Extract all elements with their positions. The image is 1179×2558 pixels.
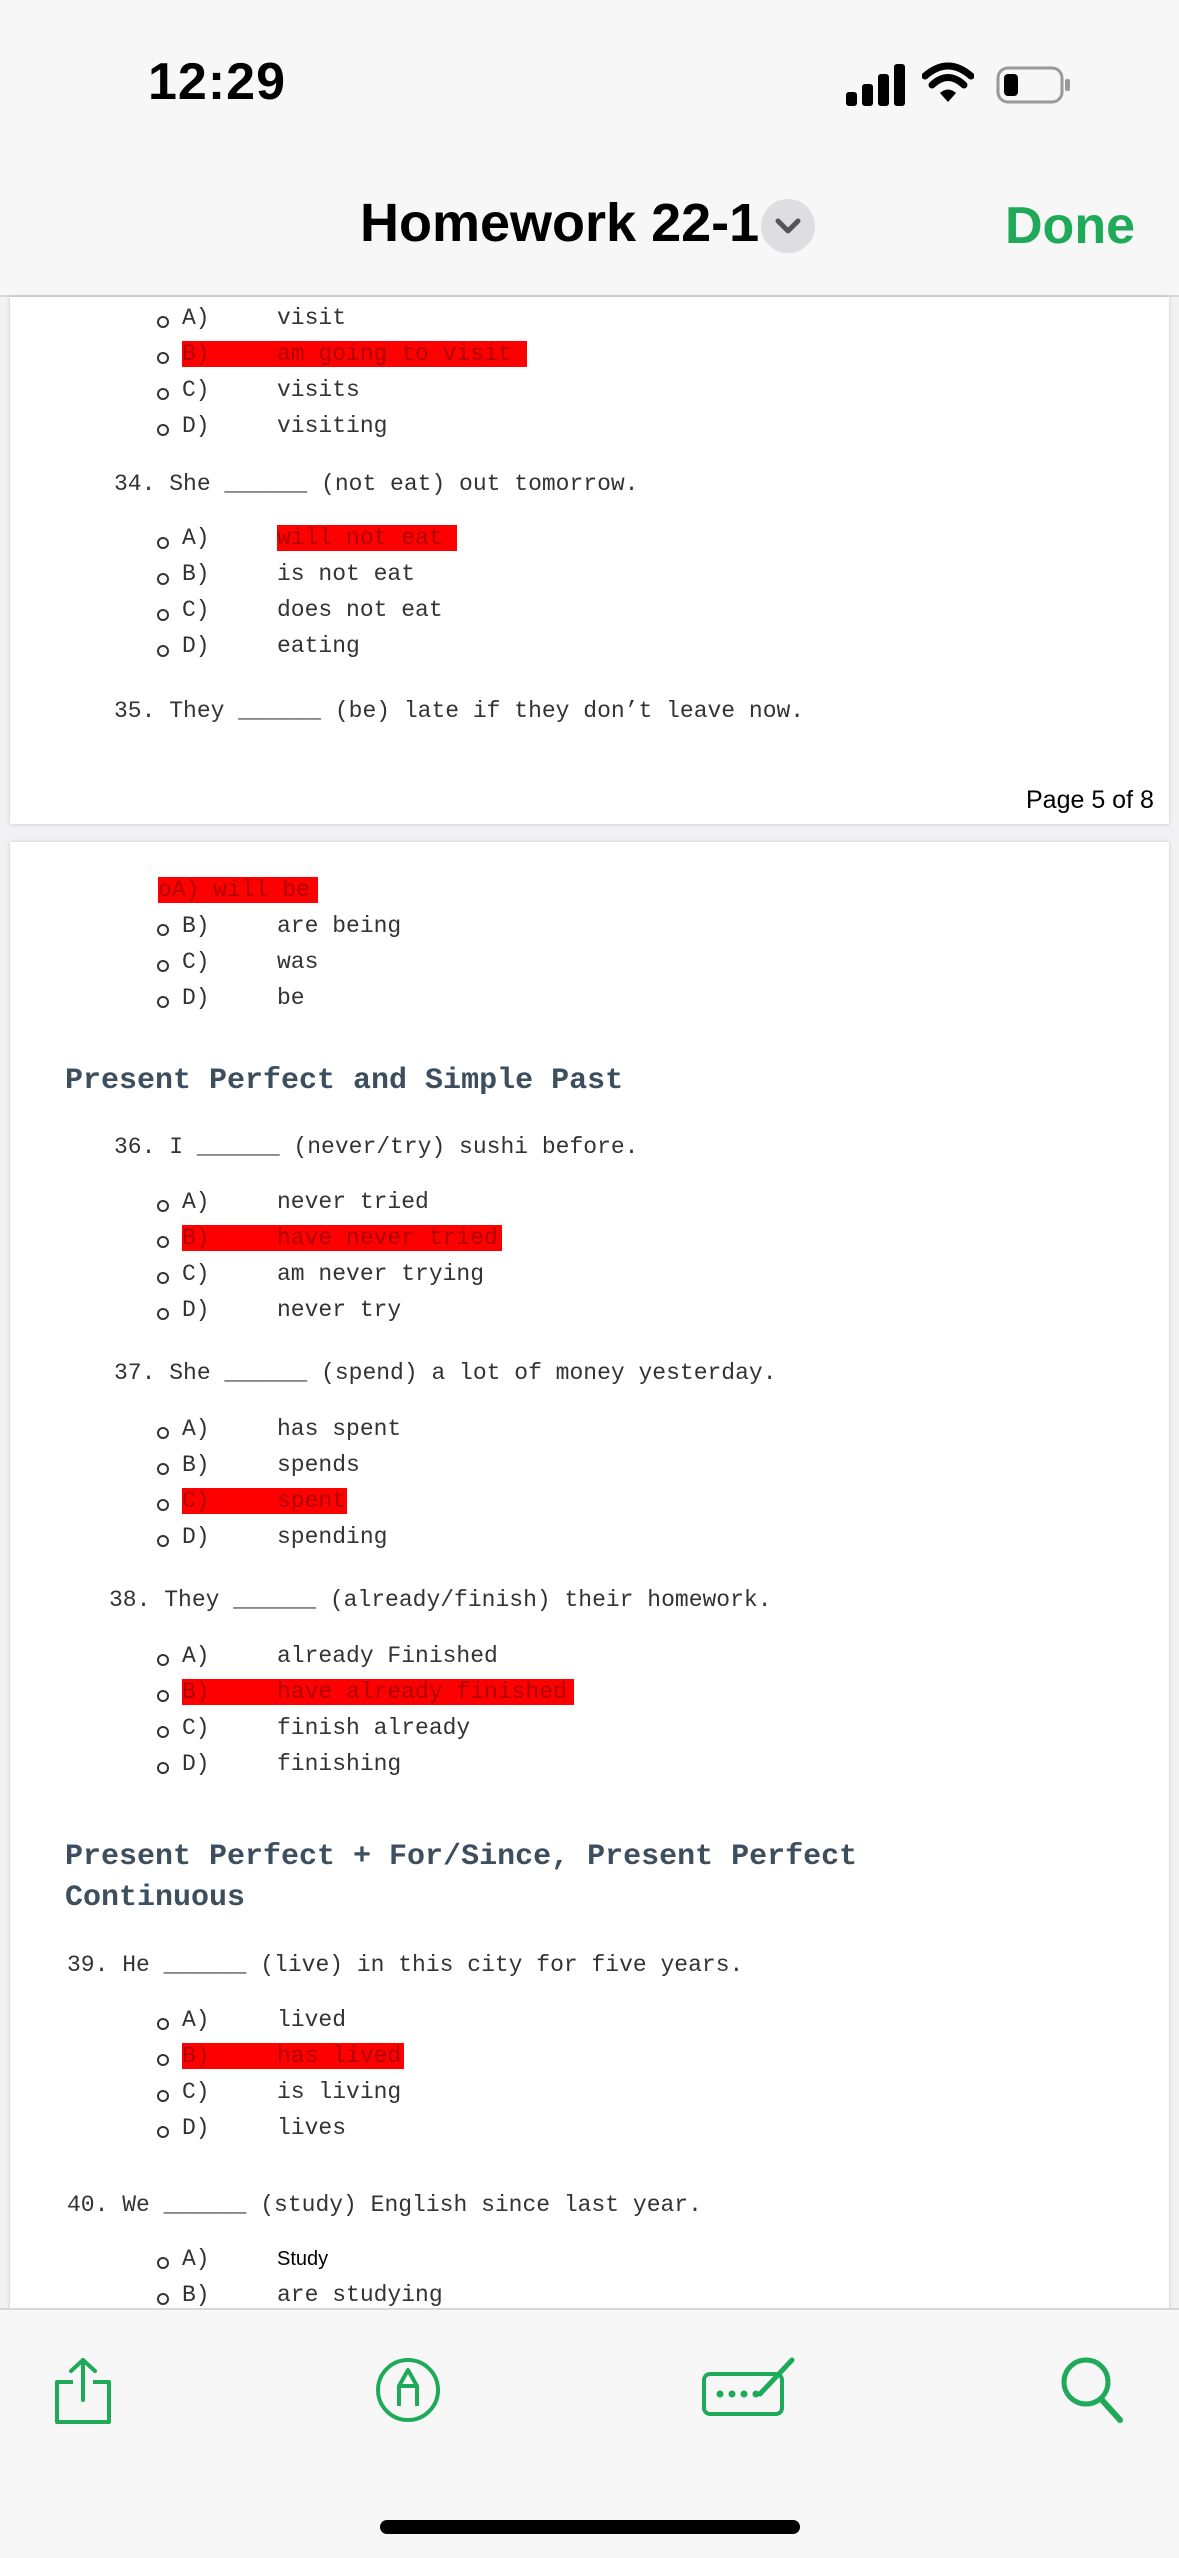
- bullet-icon: [157, 1272, 169, 1284]
- bullet-icon: [157, 1535, 169, 1547]
- option-text: are studying: [277, 2282, 443, 2308]
- option-letter: B): [182, 341, 210, 367]
- option-letter: D): [182, 1524, 210, 1550]
- option-letter: C): [182, 1715, 210, 1741]
- option-letter: B): [182, 1225, 210, 1251]
- fill-sign-icon[interactable]: [700, 2354, 800, 2420]
- option-text: am going to visit: [277, 341, 512, 367]
- bullet-icon: [157, 1690, 169, 1702]
- option-letter: B): [182, 2043, 210, 2069]
- option-text: lived: [277, 2007, 347, 2033]
- wifi-icon: [922, 62, 974, 106]
- section-heading: Present Perfect and Simple Past: [65, 1064, 624, 1098]
- navigation-bar: [0, 170, 1179, 297]
- option-letter: A): [182, 1416, 210, 1442]
- option-letter: D): [182, 413, 210, 439]
- option-letter: A): [182, 1189, 210, 1215]
- highlighted-answer: [182, 1488, 347, 1514]
- question-37: 37. She ______ (spend) a lot of money yesterday.: [114, 1360, 777, 1386]
- title-menu-button[interactable]: [761, 199, 815, 253]
- option-text: Study: [277, 2248, 329, 2270]
- option-text: was: [277, 949, 319, 975]
- status-bar: [0, 0, 1179, 170]
- option-text: already Finished: [277, 1643, 498, 1669]
- option-text: is not eat: [277, 561, 416, 587]
- option-letter: A): [182, 2007, 210, 2033]
- option-text: have already finished: [277, 1679, 567, 1705]
- option-text: spending: [277, 1524, 388, 1550]
- bullet-icon: [157, 573, 169, 585]
- bullet-icon: [157, 2054, 169, 2066]
- question-34: 34. She ______ (not eat) out tomorrow.: [114, 471, 639, 497]
- chevron-down-icon: [761, 199, 815, 253]
- highlighted-answer: will not eat: [277, 525, 457, 551]
- home-indicator[interactable]: [380, 2520, 800, 2534]
- bullet-icon: [157, 960, 169, 972]
- option-letter: D): [182, 1751, 210, 1777]
- bullet-icon: [157, 2018, 169, 2030]
- highlighted-answer: oA) will be: [158, 877, 318, 903]
- done-button[interactable]: Done: [1005, 197, 1135, 255]
- bullet-icon: [157, 2090, 169, 2102]
- battery-icon: [996, 66, 1072, 104]
- option-text: be: [277, 985, 305, 1011]
- option-text: visits: [277, 377, 360, 403]
- option-letter: B): [182, 913, 210, 939]
- option-text: spent: [277, 1488, 347, 1514]
- option-text: never tried: [277, 1189, 429, 1215]
- bullet-icon: [157, 316, 169, 328]
- option-letter: D): [182, 1297, 210, 1323]
- option-letter: C): [182, 1261, 210, 1287]
- bullet-icon: [157, 2126, 169, 2138]
- bullet-icon: [157, 352, 169, 364]
- option-letter: B): [182, 1679, 210, 1705]
- page-indicator: Page 5 of 8: [1026, 786, 1154, 814]
- option-letter: B): [182, 2282, 210, 2308]
- question-35: 35. They ______ (be) late if they don’t leave now.: [114, 698, 805, 724]
- option-text: am never trying: [277, 1261, 485, 1287]
- bullet-icon: [157, 924, 169, 936]
- bullet-icon: [157, 609, 169, 621]
- option-text: visiting: [277, 413, 388, 439]
- bullet-icon: [157, 1308, 169, 1320]
- share-icon[interactable]: [52, 2356, 114, 2426]
- option-letter: C): [182, 597, 210, 623]
- option-text: never try: [277, 1297, 402, 1323]
- option-text: lives: [277, 2115, 347, 2141]
- option-text: has spent: [277, 1416, 402, 1442]
- markup-icon[interactable]: [374, 2356, 442, 2424]
- bullet-icon: [157, 388, 169, 400]
- bullet-icon: [157, 1236, 169, 1248]
- option-letter: A): [182, 1643, 210, 1669]
- option-text: does not eat: [277, 597, 443, 623]
- bullet-icon: [157, 1463, 169, 1475]
- option-letter: A): [182, 2246, 210, 2272]
- option-letter: C): [182, 377, 210, 403]
- option-text: finishing: [277, 1751, 402, 1777]
- option-text: eating: [277, 633, 360, 659]
- option-text: are being: [277, 913, 402, 939]
- option-text: finish already: [277, 1715, 471, 1741]
- bullet-icon: [157, 1726, 169, 1738]
- status-time: 12:29: [148, 53, 286, 111]
- bullet-icon: [157, 1427, 169, 1439]
- document-page-4: [10, 297, 1169, 824]
- option-text: has lived: [277, 2043, 402, 2069]
- question-38: 38. They ______ (already/finish) their homework.: [109, 1587, 772, 1613]
- section-heading: Present Perfect + For/Since, Present Perfect: [65, 1840, 858, 1874]
- cellular-signal-icon: [846, 62, 908, 106]
- question-40: 40. We ______ (study) English since last year.: [67, 2192, 702, 2218]
- option-letter: B): [182, 561, 210, 587]
- option-letter: A): [182, 525, 210, 551]
- highlighted-answer: [182, 2043, 404, 2069]
- question-36: 36. I ______ (never/try) sushi before.: [114, 1134, 639, 1160]
- option-text: is living: [277, 2079, 402, 2105]
- document-title[interactable]: Homework 22-1: [360, 193, 760, 253]
- highlighted-answer: [182, 1225, 502, 1251]
- section-heading-continued: Continuous: [65, 1881, 246, 1915]
- bullet-icon: [157, 1200, 169, 1212]
- question-39: 39. He ______ (live) in this city for five years.: [67, 1952, 744, 1978]
- search-icon[interactable]: [1058, 2354, 1126, 2426]
- option-letter: D): [182, 633, 210, 659]
- option-letter: C): [182, 1488, 210, 1514]
- option-letter: A): [182, 305, 210, 331]
- option-text: have never tried: [277, 1225, 498, 1251]
- option-text: spends: [277, 1452, 360, 1478]
- option-letter: D): [182, 985, 210, 1011]
- option-letter: C): [182, 2079, 210, 2105]
- bullet-icon: [157, 1762, 169, 1774]
- option-letter: B): [182, 1452, 210, 1478]
- bullet-icon: [157, 2293, 169, 2305]
- option-text: visit: [277, 305, 347, 331]
- bullet-icon: [157, 424, 169, 436]
- option-letter: D): [182, 2115, 210, 2141]
- bullet-icon: [157, 1654, 169, 1666]
- bullet-icon: [157, 2257, 169, 2269]
- bullet-icon: [157, 645, 169, 657]
- bullet-icon: [157, 537, 169, 549]
- highlighted-answer: [182, 341, 527, 367]
- highlighted-answer: [182, 1679, 574, 1705]
- bullet-icon: [157, 996, 169, 1008]
- document-page-5: [10, 842, 1169, 2312]
- option-letter: C): [182, 949, 210, 975]
- bullet-icon: [157, 1499, 169, 1511]
